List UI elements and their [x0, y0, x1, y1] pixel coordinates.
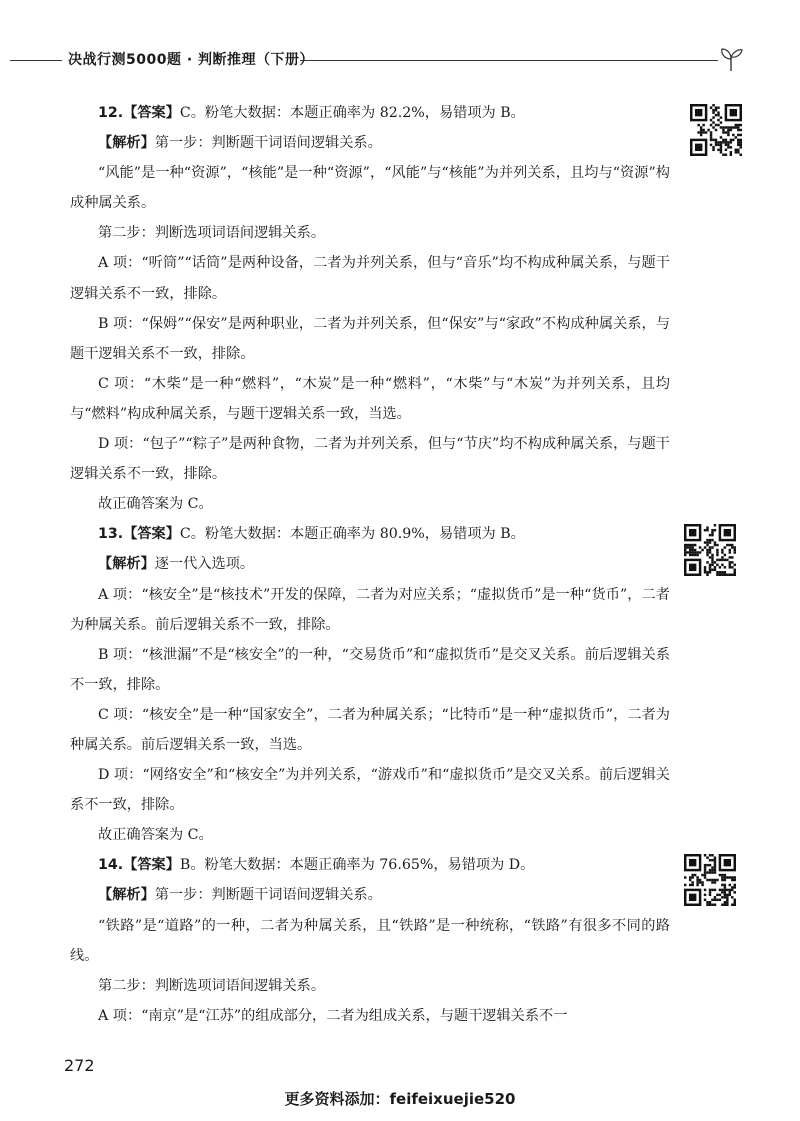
paragraph-text: A 项：“核安全”是“核技术”开发的保障，二者为对应关系；“虚拟货币”是一种“货币”，二者为种属关系。前后逻辑关系不一致，排除。	[70, 586, 670, 633]
header-rule-left	[10, 60, 62, 61]
paragraph	[70, 640, 670, 700]
label: 13.【答案】	[98, 526, 180, 543]
qr-code-icon[interactable]	[684, 854, 736, 906]
paragraph-text: C 项：“木柴”是一种“燃料”，“木炭”是一种“燃料”，“木柴”与“木炭”为并列关系，且均与“燃料”构成种属关系，与题干逻辑关系一致，当选。	[70, 375, 670, 422]
paragraph	[70, 489, 670, 519]
paragraph	[70, 700, 670, 760]
paragraph	[70, 158, 670, 218]
label: 【解析】	[98, 135, 155, 152]
paragraph-text: D 项：“包子”“粽子”是两种食物，二者为并列关系，但与“节庆”均不构成种属关系，与题干逻辑关系不一致，排除。	[70, 436, 670, 483]
paragraph	[70, 369, 670, 429]
paragraph-text: B 项：“核泄漏”不是“核安全”的一种，“交易货币”和“虚拟货币”是交叉关系。前后逻辑关系不一致，排除。	[70, 646, 670, 693]
paragraph	[70, 760, 670, 820]
paragraph	[70, 971, 670, 1001]
paragraph	[70, 98, 670, 128]
answer-explanations	[70, 98, 670, 1031]
paragraph-text: C。粉笔大数据：本题正确率为 82.2%，易错项为 B。	[179, 105, 525, 121]
footer-note: 更多资料添加：feifeixuejie520	[284, 1090, 516, 1108]
paragraph-text: 故正确答案为 C。	[98, 496, 213, 513]
paragraph	[70, 820, 670, 850]
paragraph	[70, 519, 670, 549]
paragraph-text: B。粉笔大数据：本题正确率为 76.65%，易错项为 D。	[179, 857, 535, 874]
paragraph-text: “铁路”是“道路”的一种，二者为种属关系，且“铁路”是一种统称，“铁路”有很多不同的路线。	[70, 917, 670, 964]
paragraph-text: 第二步：判断选项词语间逻辑关系。	[98, 225, 326, 242]
label: 【解析】	[98, 887, 155, 904]
paragraph	[70, 1001, 670, 1031]
paragraph-text: 第一步：判断题干词语间逻辑关系。	[154, 887, 382, 904]
paragraph-text: C。粉笔大数据：本题正确率为 80.9%，易错项为 B。	[179, 526, 525, 543]
paragraph-text: 故正确答案为 C。	[98, 827, 213, 844]
paragraph	[70, 309, 670, 369]
paragraph-text: A 项：“南京”是“江苏”的组成部分，二者为组成关系，与题干逻辑关系不一	[98, 1007, 568, 1024]
label: 【解析】	[98, 556, 155, 573]
label: 12.【答案】	[98, 105, 180, 121]
paragraph	[70, 128, 670, 158]
paragraph-text: B 项：“保姆”“保安”是两种职业，二者为并列关系，但“保安”与“家政”不构成种属关系，与题干逻辑关系不一致，排除。	[70, 315, 670, 362]
paragraph	[70, 880, 670, 910]
paragraph	[70, 218, 670, 248]
sprout-icon	[718, 44, 744, 72]
paragraph	[70, 911, 670, 971]
paragraph-text: C 项：“核安全”是一种“国家安全”，二者为种属关系；“比特币”是一种“虚拟货币”，二者为种属关系。前后逻辑关系一致，当选。	[70, 706, 670, 753]
paragraph-text: 第二步：判断选项词语间逻辑关系。	[98, 977, 326, 994]
paragraph-text: A 项：“听筒”“话筒”是两种设备，二者为并列关系，但与“音乐”均不构成种属关系，与题干逻辑关系不一致，排除。	[70, 255, 670, 302]
paragraph-text: 第一步：判断题干词语间逻辑关系。	[154, 135, 382, 152]
paragraph-text: “风能”是一种“资源”，“核能”是一种“资源”，“风能”与“核能”为并列关系，且均与“资源”构成种属关系。	[70, 165, 670, 212]
paragraph	[70, 429, 670, 489]
qr-code-icon[interactable]	[684, 524, 736, 576]
page-number: 272	[64, 1056, 95, 1075]
paragraph	[70, 248, 670, 308]
running-header	[0, 44, 800, 74]
paragraph	[70, 580, 670, 640]
header-rule-right	[300, 60, 718, 61]
paragraph	[70, 850, 670, 880]
paragraph-text: 逐一代入选项。	[154, 556, 255, 573]
qr-code-icon[interactable]	[690, 104, 742, 156]
book-title: 决战行测5000题 · 判断推理（下册）	[68, 52, 315, 68]
paragraph-text: D 项：“网络安全”和“核安全”为并列关系，“游戏币”和“虚拟货币”是交叉关系。前后逻辑关系不一致，排除。	[70, 767, 670, 814]
paragraph	[70, 549, 670, 579]
label: 14.【答案】	[98, 857, 180, 874]
